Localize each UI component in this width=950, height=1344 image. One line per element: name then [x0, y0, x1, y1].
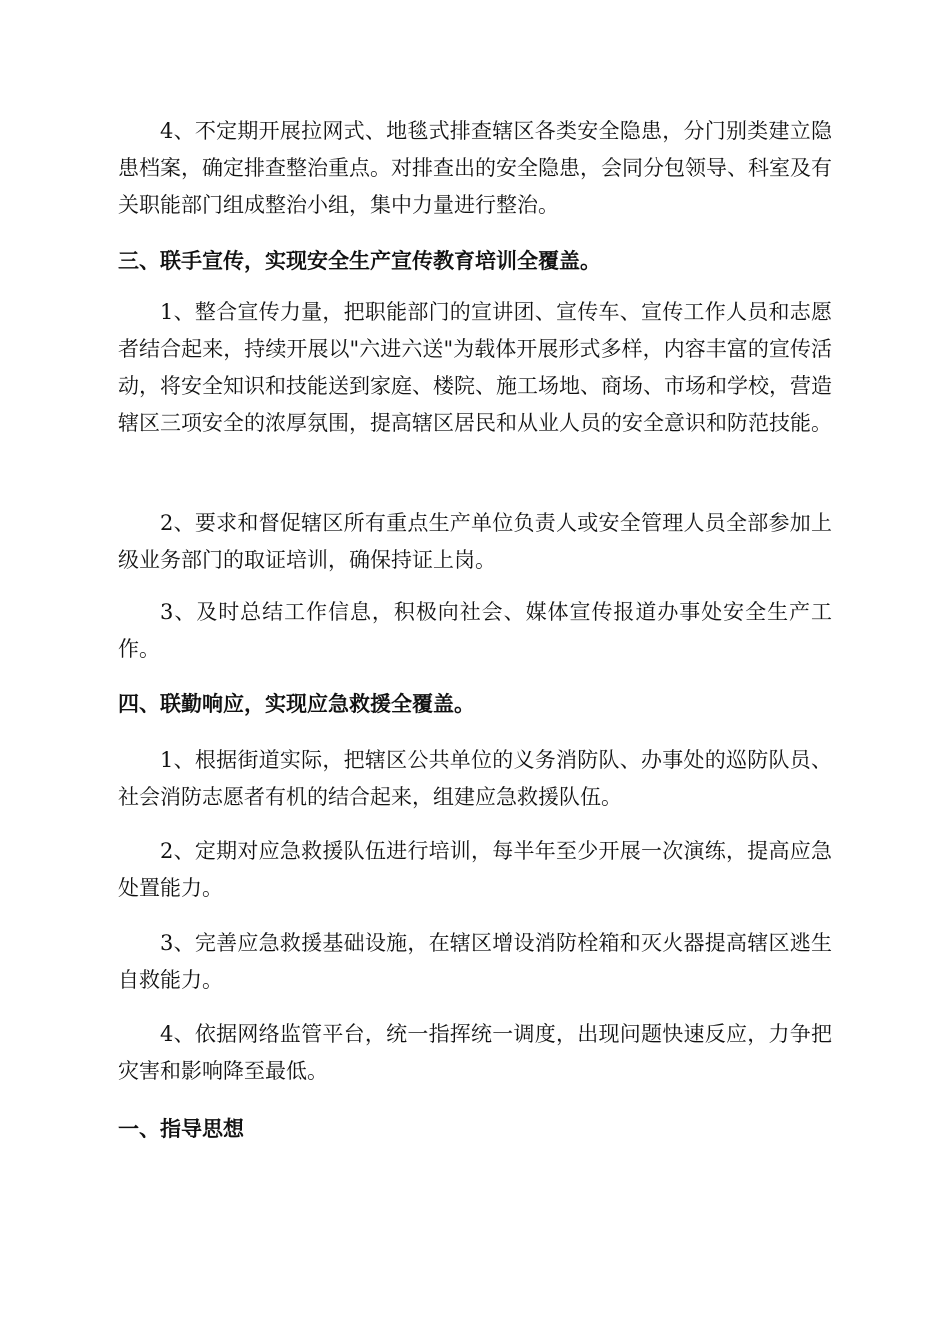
paragraph-hazard-inspection: 4、不定期开展拉网式、地毯式排查辖区各类安全隐患，分门别类建立隐患档案，确定排查整治重点。对排查出的安全隐患，会同分包领导、科室及有关职能部门组成整治小组，集中力量进行整治。 — [118, 119, 832, 217]
section-heading-publicity: 三、联手宣传，实现安全生产宣传教育培训全覆盖。 — [118, 248, 601, 273]
paragraph-rescue-training: 2、定期对应急救援队伍进行培训，每半年至少开展一次演练，提高应急处置能力。 — [118, 839, 832, 900]
paragraph-certification-training: 2、要求和督促辖区所有重点生产单位负责人或安全管理人员全部参加上级业务部门的取证培训，确保持证上岗。 — [118, 511, 832, 572]
paragraph-rescue-facilities: 3、完善应急救援基础设施，在辖区增设消防栓箱和灭火器提高辖区逃生自救能力。 — [118, 931, 832, 992]
paragraph-network-platform: 4、依据网络监管平台，统一指挥统一调度，出现问题快速反应，力争把灾害和影响降至最低。 — [118, 1022, 832, 1083]
paragraph-publicity-integration: 1、整合宣传力量，把职能部门的宣讲团、宣传车、宣传工作人员和志愿者结合起来，持续开展以"六进六送"为载体开展形式多样，内容丰富的宣传活动，将安全知识和技能送到家庭、楼院、施工场地、商场、市场和学校，营造辖区三项安全的浓厚氛围，提高辖区居民和从业人员的安全意识和防范技能。 — [118, 300, 832, 435]
section-heading-guiding-ideology: 一、指导思想 — [118, 1116, 244, 1141]
section-heading-emergency: 四、联勤响应，实现应急救援全覆盖。 — [118, 691, 475, 716]
paragraph-rescue-team: 1、根据街道实际，把辖区公共单位的义务消防队、办事处的巡防队员、社会消防志愿者有机的结合起来，组建应急救援队伍。 — [118, 748, 832, 809]
paragraph-work-reporting: 3、及时总结工作信息，积极向社会、媒体宣传报道办事处安全生产工作。 — [118, 600, 832, 661]
